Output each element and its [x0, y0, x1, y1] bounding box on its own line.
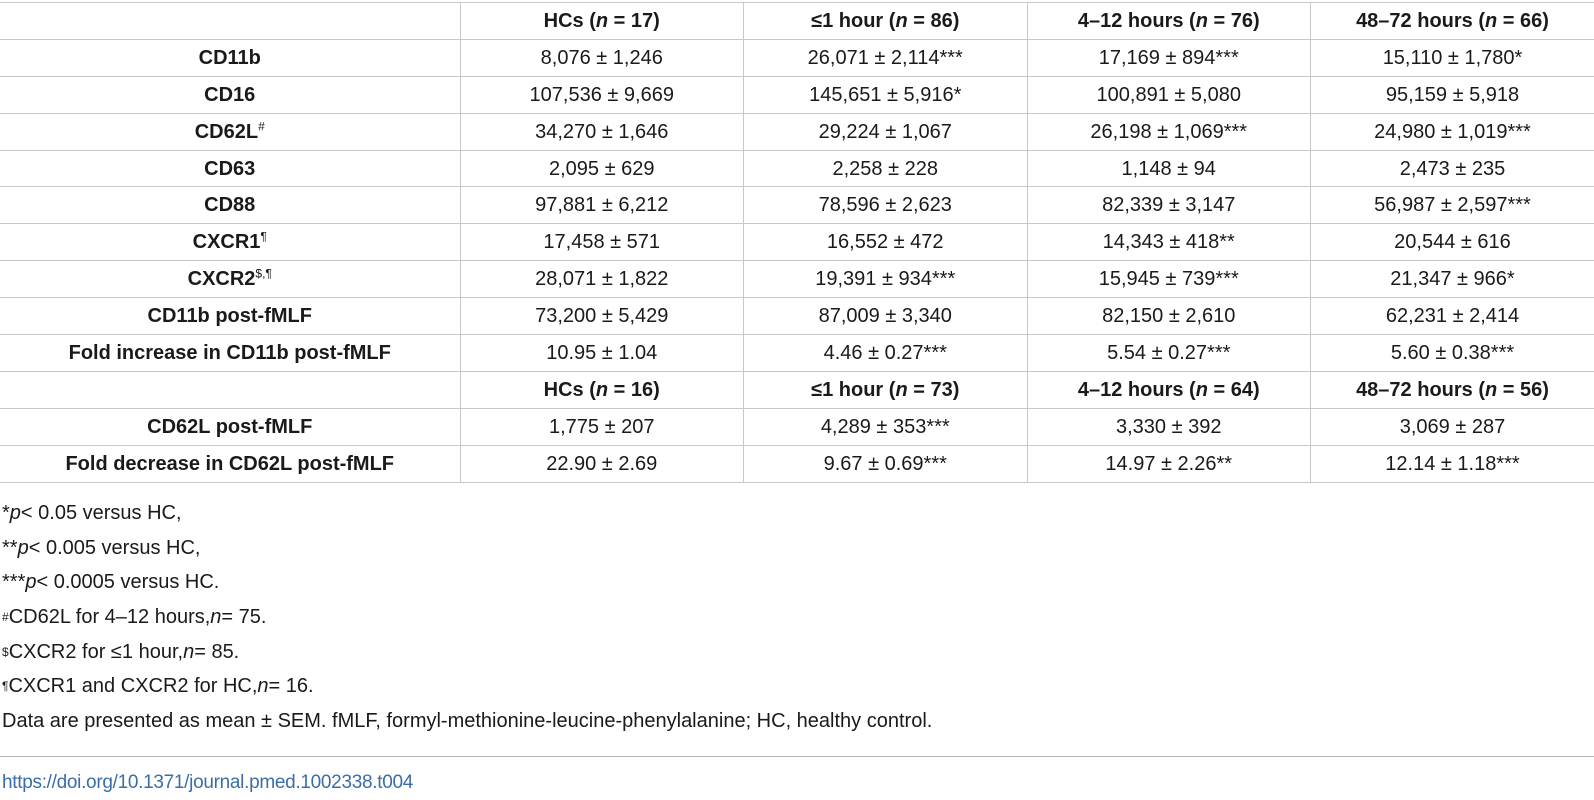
table-cell: 28,071 ± 1,822 — [460, 261, 744, 298]
header-count: = 16) — [608, 378, 660, 401]
table-cell: 12.14 ± 1.18*** — [1311, 445, 1594, 482]
doi-link[interactable]: https://doi.org/10.1371/journal.pmed.1002338.t004 — [2, 772, 414, 793]
footnote-p: p — [17, 536, 29, 559]
column-header — [744, 3, 1028, 40]
header-n: n — [1485, 378, 1498, 401]
table-cell: 10.95 ± 1.04 — [460, 335, 744, 372]
marker-name: CD11b — [198, 46, 261, 69]
header-n: n — [895, 378, 908, 401]
table-cell: 22.90 ± 2.69 — [460, 445, 744, 482]
header-count: = 76) — [1207, 9, 1260, 32]
table-row — [0, 76, 1594, 113]
footnote-n: n — [210, 606, 222, 629]
table-row — [0, 408, 1594, 445]
footnote: ¶ CXCR1 and CXCR2 for HC, n = 16. — [2, 675, 314, 698]
table-row — [0, 261, 1594, 298]
table-row — [0, 187, 1594, 224]
header-label: 48–72 hours ( — [1356, 378, 1486, 401]
footnote — [2, 531, 932, 566]
header-label: HCs ( — [543, 9, 596, 32]
footnote: # CD62L for 4–12 hours, n = 75. — [2, 606, 267, 629]
row-label — [0, 408, 460, 445]
footnote-text: Data are presented as mean ± SEM. fMLF, formyl-methionine-leucine-phenylalanine; HC, healthy control. — [2, 709, 933, 732]
table-cell: 26,198 ± 1,069*** — [1027, 113, 1311, 150]
column-header — [1027, 3, 1311, 40]
table-cell: 29,224 ± 1,067 — [744, 113, 1028, 150]
table-row — [0, 150, 1594, 187]
table-cell: 17,169 ± 894*** — [1027, 39, 1311, 76]
header-label: ≤1 hour ( — [811, 378, 896, 401]
header-n: n — [1195, 378, 1208, 401]
column-header — [1311, 3, 1594, 40]
row-label — [0, 298, 460, 335]
header-row — [0, 371, 1594, 408]
header-n: n — [1195, 9, 1208, 32]
footnote-marker: ¶ — [260, 229, 267, 244]
header-n: n — [1485, 9, 1498, 32]
table-cell: 3,069 ± 287 — [1311, 408, 1594, 445]
footnote-p: p — [9, 502, 21, 525]
header-label: 4–12 hours ( — [1077, 378, 1196, 401]
marker-name: Fold increase in CD11b post-fMLF — [68, 341, 391, 364]
row-label — [0, 445, 460, 482]
header-corner — [0, 371, 460, 408]
table-cell: 15,945 ± 739*** — [1027, 261, 1311, 298]
header-count: = 66) — [1497, 9, 1549, 32]
table-cell: 107,536 ± 9,669 — [460, 76, 744, 113]
table-cell: 1,775 ± 207 — [460, 408, 744, 445]
column-header — [460, 371, 744, 408]
row-label — [0, 113, 460, 150]
table-cell: 1,148 ± 94 — [1027, 150, 1311, 187]
table-cell: 8,076 ± 1,246 — [460, 39, 744, 76]
footnote-tail: = 16. — [268, 675, 314, 698]
table-cell: 20,544 ± 616 — [1311, 224, 1594, 261]
header-count: = 56) — [1497, 378, 1549, 401]
table-row — [0, 298, 1594, 335]
table-cell: 2,095 ± 629 — [460, 150, 744, 187]
footnote — [2, 704, 932, 739]
table-row — [0, 113, 1594, 150]
footnote-stars: *** — [2, 571, 26, 594]
table-cell: 82,150 ± 2,610 — [1027, 298, 1311, 335]
table-cell: 21,347 ± 966* — [1311, 261, 1594, 298]
table-cell: 5.54 ± 0.27*** — [1027, 335, 1311, 372]
table-cell: 19,391 ± 934*** — [744, 261, 1028, 298]
footnote — [2, 565, 932, 600]
header-label: 4–12 hours ( — [1077, 9, 1196, 32]
footnote: $ CXCR2 for ≤1 hour, n = 85. — [2, 640, 240, 663]
row-label — [0, 224, 460, 261]
footnote-marker: # — [258, 118, 265, 133]
column-header — [1311, 371, 1594, 408]
row-label — [0, 39, 460, 76]
row-label — [0, 150, 460, 187]
row-label — [0, 261, 460, 298]
table-cell: 4,289 ± 353*** — [744, 408, 1028, 445]
table-cell: 34,270 ± 1,646 — [460, 113, 744, 150]
table-cell: 16,552 ± 472 — [744, 224, 1028, 261]
table-row — [0, 224, 1594, 261]
header-label: ≤1 hour ( — [811, 9, 896, 32]
header-count: = 64) — [1207, 378, 1260, 401]
column-header — [1027, 371, 1311, 408]
marker-name: CD88 — [204, 194, 256, 217]
header-row — [0, 3, 1594, 40]
footnote-text: < 0.05 versus HC, — [20, 502, 182, 525]
row-label — [0, 76, 460, 113]
footnote-marker: $,¶ — [255, 266, 272, 281]
footnote-n: n — [183, 640, 195, 663]
marker-name: CD63 — [204, 157, 256, 180]
table-footnotes — [2, 496, 932, 738]
data-table — [0, 2, 1594, 483]
marker-name: CD16 — [204, 83, 256, 106]
footnote-text: < 0.005 versus HC, — [28, 536, 201, 559]
table-cell: 5.60 ± 0.38*** — [1311, 335, 1594, 372]
table-cell: 24,980 ± 1,019*** — [1311, 113, 1594, 150]
table-cell: 15,110 ± 1,780* — [1311, 39, 1594, 76]
table-cell: 95,159 ± 5,918 — [1311, 76, 1594, 113]
header-count: = 86) — [907, 9, 960, 32]
table-cell: 9.67 ± 0.69*** — [744, 445, 1028, 482]
header-count: = 73) — [907, 378, 960, 401]
table-cell: 2,258 ± 228 — [744, 150, 1028, 187]
marker-name: CD62L post-fMLF — [147, 415, 313, 438]
header-label: 48–72 hours ( — [1356, 9, 1486, 32]
column-header — [460, 3, 744, 40]
row-label — [0, 335, 460, 372]
table-cell: 14.97 ± 2.26** — [1027, 445, 1311, 482]
header-n: n — [595, 9, 609, 32]
footnote-p: p — [25, 571, 37, 594]
table-cell: 3,330 ± 392 — [1027, 408, 1311, 445]
table-cell: 56,987 ± 2,597*** — [1311, 187, 1594, 224]
footnote-tail: = 75. — [221, 606, 267, 629]
table-cell: 2,473 ± 235 — [1311, 150, 1594, 187]
footnote-tail: = 85. — [194, 640, 240, 663]
table-cell: 78,596 ± 2,623 — [744, 187, 1028, 224]
row-label — [0, 187, 460, 224]
marker-name: CXCR2 — [187, 268, 256, 291]
header-label: HCs ( — [543, 378, 596, 401]
table-cell: 97,881 ± 6,212 — [460, 187, 744, 224]
table-row — [0, 39, 1594, 76]
footnote-stars: * — [2, 502, 10, 525]
footnote-stars: ** — [2, 536, 18, 559]
footnote-text: CXCR2 for ≤1 hour, — [8, 640, 184, 663]
table-cell: 4.46 ± 0.27*** — [744, 335, 1028, 372]
footer-divider — [0, 756, 1594, 757]
table-cell: 62,231 ± 2,414 — [1311, 298, 1594, 335]
table-row — [0, 335, 1594, 372]
table-cell: 100,891 ± 5,080 — [1027, 76, 1311, 113]
table-cell: 87,009 ± 3,340 — [744, 298, 1028, 335]
header-n: n — [895, 9, 908, 32]
header-corner — [0, 3, 460, 40]
footnote-text: CXCR1 and CXCR2 for HC, — [8, 675, 258, 698]
footnote-text: CD62L for 4–12 hours, — [8, 606, 211, 629]
footnote-text: < 0.0005 versus HC. — [36, 571, 220, 594]
table-cell: 145,651 ± 5,916* — [744, 76, 1028, 113]
table-cell: 26,071 ± 2,114*** — [744, 39, 1028, 76]
table-cell: 17,458 ± 571 — [460, 224, 744, 261]
footnote-n: n — [257, 675, 269, 698]
column-header — [744, 371, 1028, 408]
table-cell: 73,200 ± 5,429 — [460, 298, 744, 335]
table-row — [0, 445, 1594, 482]
footnote — [2, 496, 932, 531]
header-n: n — [595, 378, 609, 401]
header-count: = 17) — [608, 9, 660, 32]
marker-name: CD62L — [194, 120, 259, 143]
marker-name: CD11b post-fMLF — [147, 305, 312, 328]
marker-name: Fold decrease in CD62L post-fMLF — [65, 452, 395, 475]
table-cell: 14,343 ± 418** — [1027, 224, 1311, 261]
marker-name: CXCR1 — [192, 231, 261, 254]
table-cell: 82,339 ± 3,147 — [1027, 187, 1311, 224]
